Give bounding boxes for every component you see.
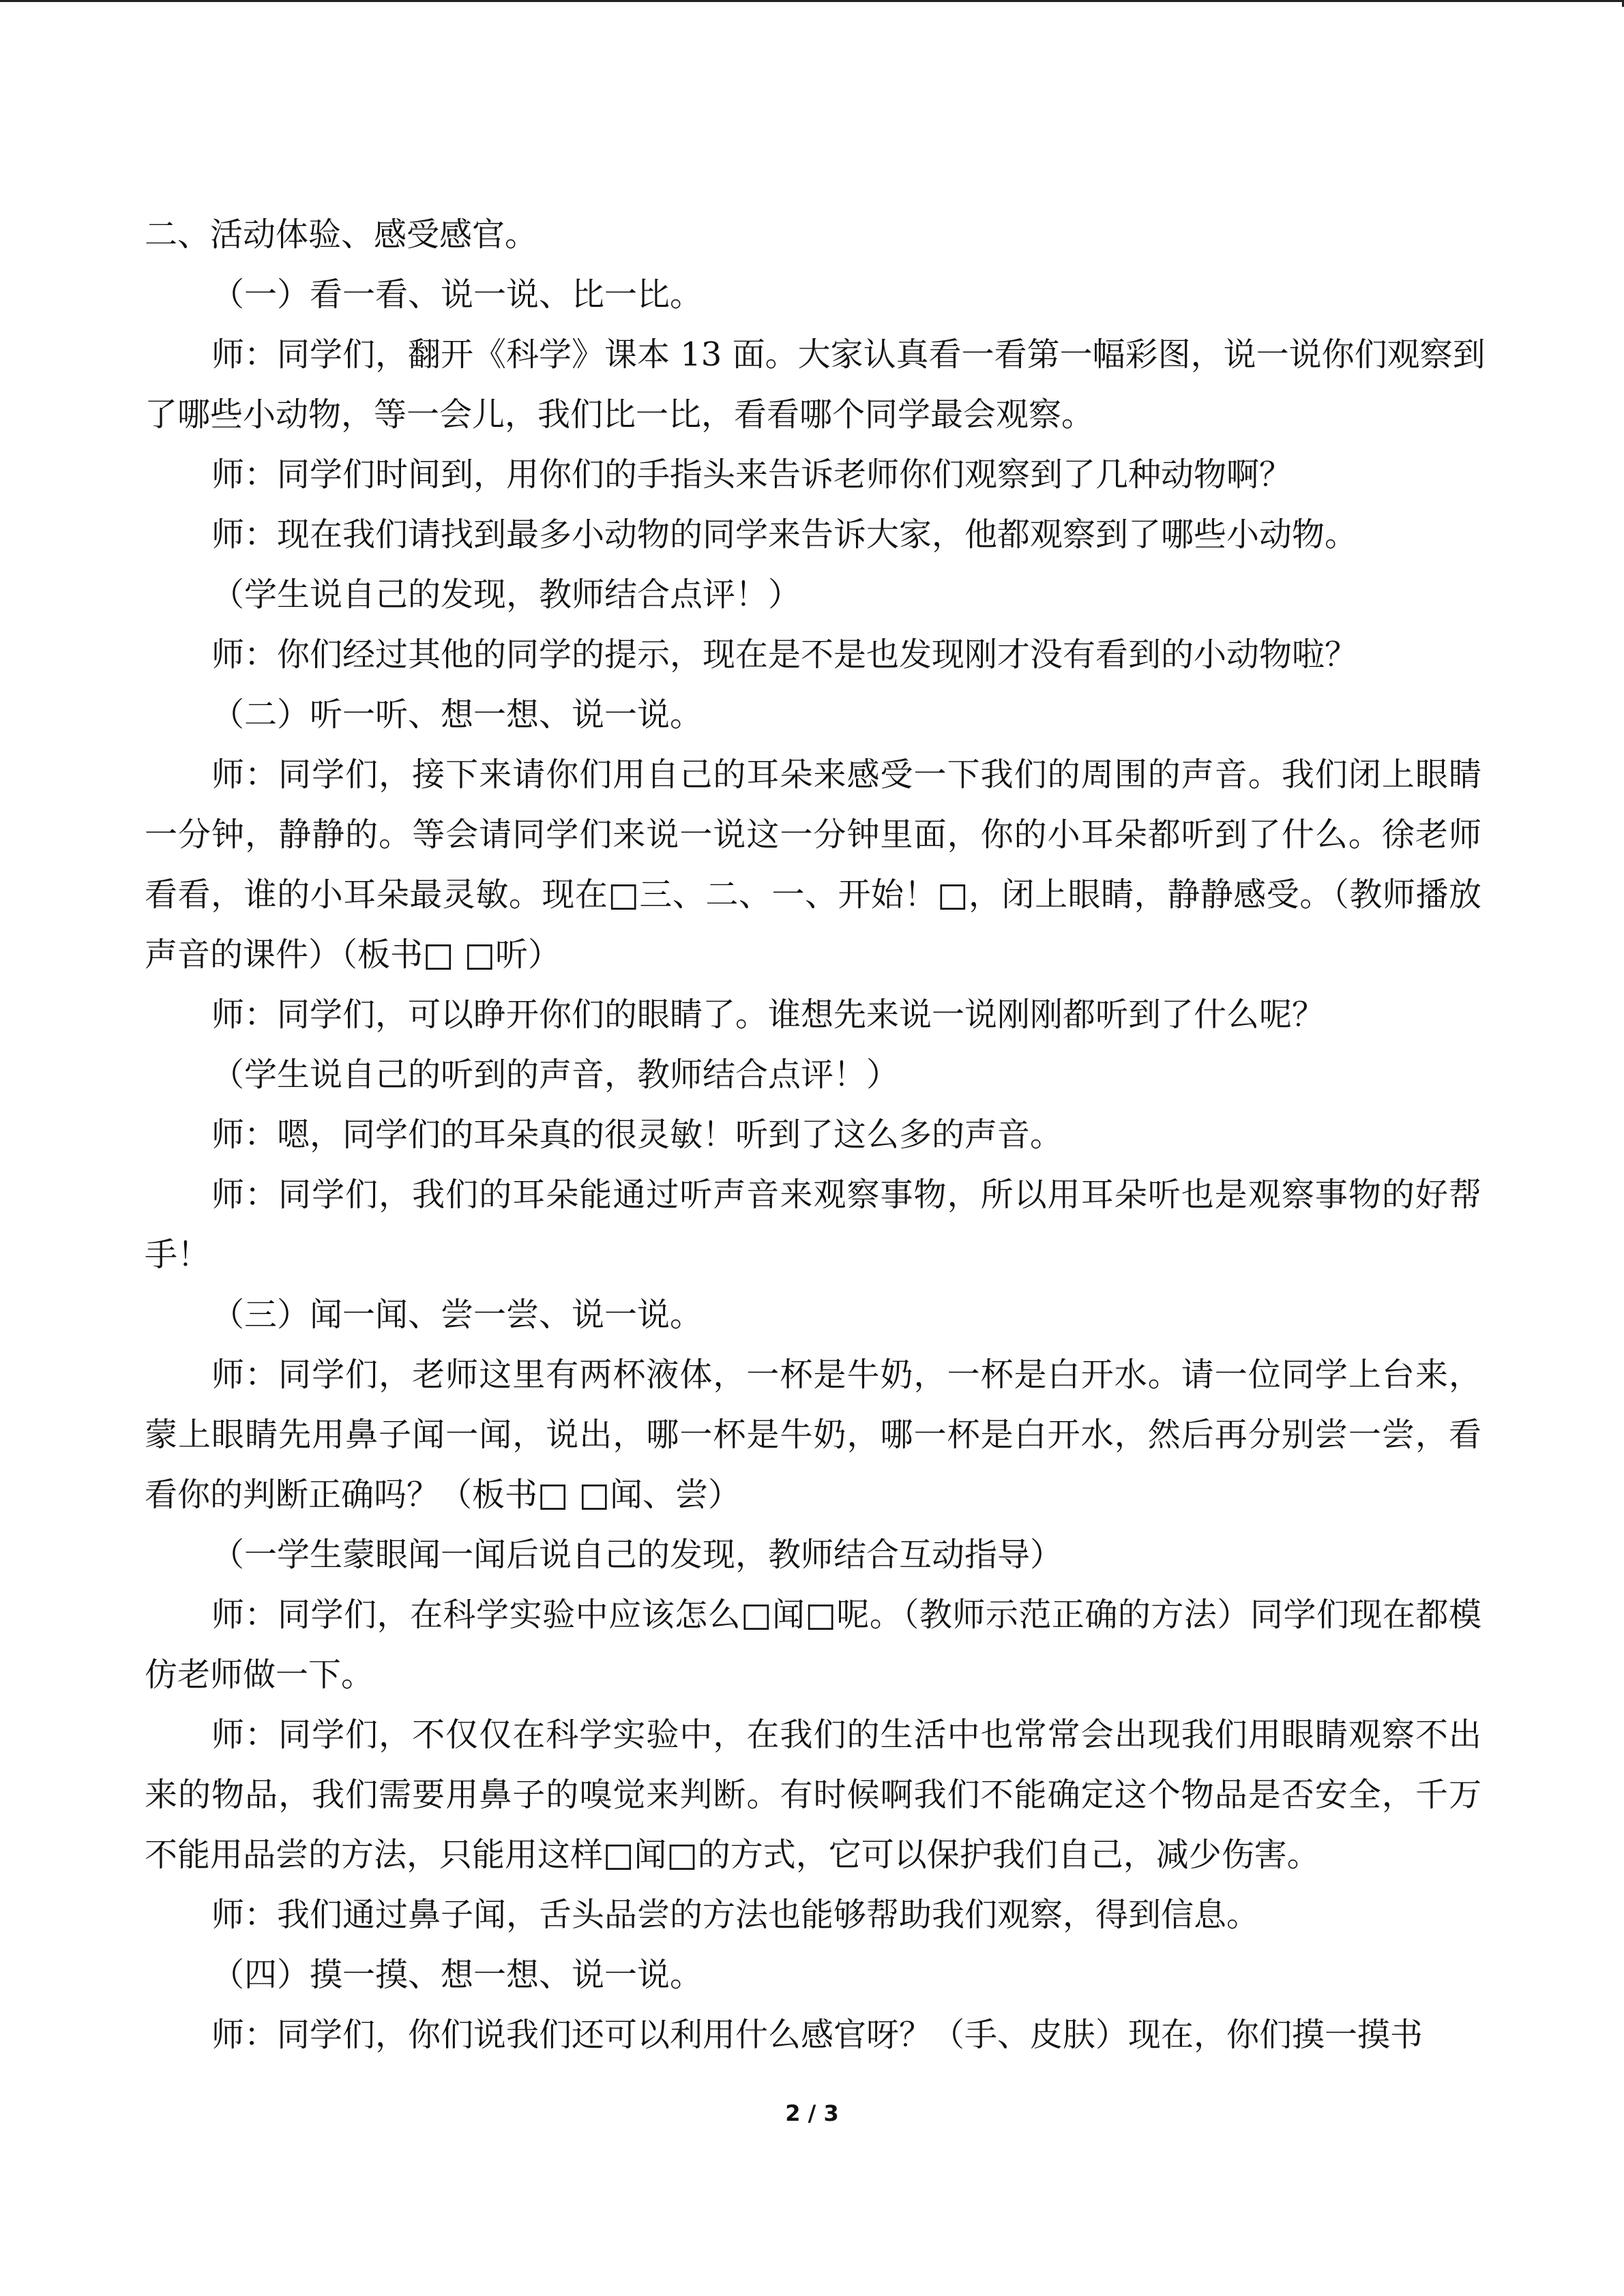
paragraph-line: 蒙上眼睛先用鼻子闻一闻，说出，哪一杯是牛奶，哪一杯是白开水，然后再分别尝一尝，看 [145,1416,1481,1454]
paragraph-line: 师：同学们，在科学实验中应该怎么□闻□呢。（教师示范正确的方法）同学们现在都模 [211,1596,1481,1634]
paragraph-line: （学生说自己的听到的声音，教师结合点评！） [211,1056,900,1094]
paragraph-line: 师：同学们，我们的耳朵能通过听声音来观察事物，所以用耳朵听也是观察事物的好帮 [211,1176,1481,1214]
paragraph-line: 看你的判断正确吗？（板书□ □闻、尝） [145,1476,741,1514]
subsection-heading: （四）摸一摸、想一想、说一说。 [211,1956,703,1994]
paragraph-line: 师：嗯，同学们的耳朵真的很灵敏！听到了这么多的声音。 [211,1116,1063,1154]
paragraph-line: 师：同学们，翻开《科学》课本 13 面。大家认真看一看第一幅彩图，说一说你们观察到 [211,336,1486,374]
paragraph-line: 不能用品尝的方法，只能用这样□闻□的方式，它可以保护我们自己，减少伤害。 [145,1836,1320,1874]
paragraph-line: （一学生蒙眼闻一闻后说自己的发现，教师结合互动指导） [211,1536,1063,1574]
paragraph-line: 看看，谁的小耳朵最灵敏。现在□三、二、一、开始！□，闭上眼睛，静静感受。（教师播放 [145,876,1481,914]
page-number: 2 / 3 [785,2100,839,2126]
paragraph-line: 声音的课件）（板书□ □听） [145,936,561,974]
paragraph-line: 了哪些小动物，等一会儿，我们比一比，看看哪个同学最会观察。 [145,396,1095,434]
paragraph-line: 师：同学们，老师这里有两杯液体，一杯是牛奶，一杯是白开水。请一位同学上台来， [211,1356,1481,1394]
paragraph-line: 师：我们通过鼻子闻，舌头品尝的方法也能够帮助我们观察，得到信息。 [211,1896,1260,1934]
subsection-heading: （一）看一看、说一说、比一比。 [211,275,703,314]
paragraph-line: 仿老师做一下。 [145,1656,374,1694]
paragraph-line: 师：同学们，可以睁开你们的眼睛了。谁想先来说一说刚刚都听到了什么呢？ [211,996,1325,1034]
section-heading: 二、活动体验、感受感官。 [145,215,538,254]
paragraph-line: 手！ [145,1236,211,1274]
paragraph-line: 来的物品，我们需要用鼻子的嗅觉来判断。有时候啊我们不能确定这个物品是否安全，千万 [145,1776,1481,1814]
paragraph-line: 师：同学们，接下来请你们用自己的耳朵来感受一下我们的周围的声音。我们闭上眼睛 [211,756,1481,794]
paragraph-line: （学生说自己的发现，教师结合点评！） [211,576,801,614]
paragraph-line: 师：同学们，你们说我们还可以利用什么感官呀？（手、皮肤）现在，你们摸一摸书 [211,2016,1423,2054]
paragraph-line: 一分钟，静静的。等会请同学们来说一说这一分钟里面，你的小耳朵都听到了什么。徐老师 [145,816,1481,854]
paragraph-line: 师：现在我们请找到最多小动物的同学来告诉大家，他都观察到了哪些小动物。 [211,516,1358,554]
paragraph-line: 师：同学们，不仅仅在科学实验中，在我们的生活中也常常会出现我们用眼睛观察不出 [211,1716,1481,1754]
subsection-heading: （二）听一听、想一想、说一说。 [211,696,703,734]
subsection-heading: （三）闻一闻、尝一尝、说一说。 [211,1296,703,1334]
paragraph-line: 师：你们经过其他的同学的提示，现在是不是也发现刚才没有看到的小动物啦？ [211,636,1358,674]
paragraph-line: 师：同学们时间到，用你们的手指头来告诉老师你们观察到了几种动物啊？ [211,456,1293,494]
document-body [145,205,1486,2065]
page-top-border [0,0,1624,2]
